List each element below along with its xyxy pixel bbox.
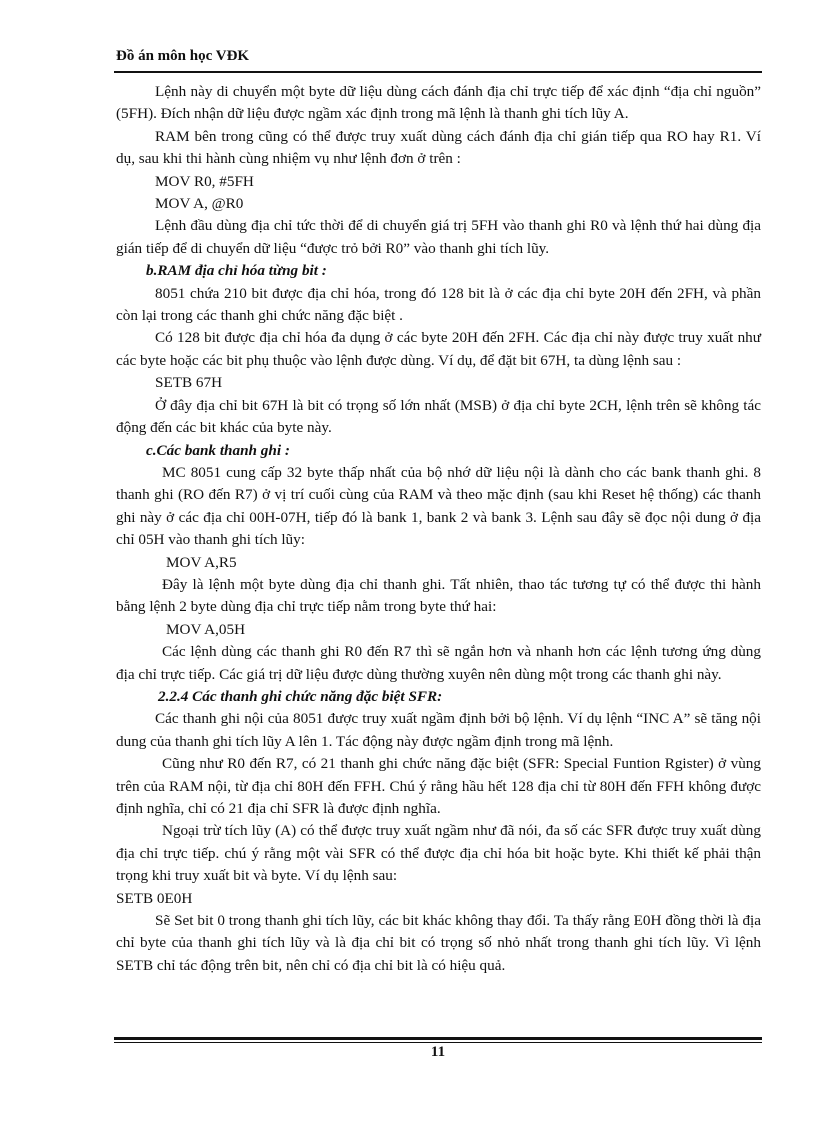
body-paragraph: Đây là lệnh một byte dùng địa chỉ thanh ghi. Tất nhiên, thao tác tương tự có thể được thi hành bằng lệnh 2 byte dùng địa chỉ trực tiếp nằm trong byte thứ hai:: [116, 575, 761, 616]
body-paragraph: MC 8051 cung cấp 32 byte thấp nhất của bộ nhớ dữ liệu nội là dành cho các bank thanh ghi. 8 thanh ghi (RO đến R7) ở vị trí cuối cùng của RAM và theo mặc định (sau khi Reset hệ thống) các thanh ghi này ở các địa chỉ 00H-07H, tiếp đó là bank 1, bank 2 và bank 3. Lệnh sau đây sẽ đọc nội dung ở địa chỉ 05H vào thanh ghi tích lũy:: [116, 463, 761, 549]
body-paragraph: Các thanh ghi nội của 8051 được truy xuất ngầm định bởi bộ lệnh. Ví dụ lệnh “INC A” sẽ tăng nội dung của thanh ghi tích lũy A lên 1. Tác động này được ngầm định trong mã lệnh.: [116, 710, 761, 750]
code-line: SETB 67H: [155, 374, 223, 392]
footer-rule: [114, 1037, 762, 1040]
document-header: Đồ án môn học VĐK: [116, 48, 250, 64]
footer-rule-thin: [114, 1042, 762, 1043]
code-line: MOV R0, #5FH: [155, 172, 254, 190]
code-line: MOV A,R5: [166, 553, 237, 571]
code-line: MOV A,05H: [166, 620, 246, 638]
section-heading: 2.2.4 Các thanh ghi chức năng đặc biệt SFR:: [158, 687, 443, 705]
body-paragraph: Lệnh đầu dùng địa chỉ tức thời để di chuyển giá trị 5FH vào thanh ghi R0 và lệnh thứ hai dùng địa gián tiếp để di chuyển dữ liệu “được trỏ bởi R0” vào thanh ghi tích lũy.: [116, 217, 761, 257]
body-paragraph: RAM bên trong cũng có thể được truy xuất dùng cách đánh địa chỉ gián tiếp qua RO hay R1. Ví dụ, sau khi thi hành cùng nhiệm vụ như lệnh đơn ở trên :: [116, 127, 761, 168]
header-rule: [114, 71, 762, 73]
body-paragraph: Ở đây địa chỉ bit 67H là bit có trọng số lớn nhất (MSB) ở địa chỉ byte 2CH, lệnh trên sẽ không tác động đến các bit khác của byte này.: [116, 396, 761, 437]
code-line: SETB 0E0H: [116, 889, 193, 907]
code-line: MOV A, @R0: [155, 195, 244, 213]
body-paragraph: Ngoại trừ tích lũy (A) có thể được truy xuất ngầm như đã nói, đa số các SFR được truy xuất dùng địa chỉ trực tiếp. chú ý rằng một vài SFR có thể được địa chỉ hóa bit hoặc byte. Khi thiết kế phải thận trọng khi truy xuất bit và byte. Ví dụ lệnh sau:: [116, 822, 761, 885]
section-heading: b.RAM địa chỉ hóa từng bit :: [146, 262, 327, 280]
body-paragraph: 8051 chứa 210 bit được địa chỉ hóa, trong đó 128 bit là ở các địa chỉ byte 20H đến 2FH, và phần còn lại trong các thanh ghi chức năng đặc biệt .: [116, 284, 761, 325]
body-paragraph: Lệnh này di chuyển một byte dữ liệu dùng cách đánh địa chỉ trực tiếp để xác định “địa chỉ nguồn” (5FH). Đích nhận dữ liệu được ngầm xác định trong mã lệnh là thanh ghi tích lũy A.: [116, 83, 761, 123]
body-paragraph: Sẽ Set bit 0 trong thanh ghi tích lũy, các bit khác không thay đổi. Ta thấy rằng E0H đồng thời là địa chỉ byte của thanh ghi tích lũy và là địa chỉ bit có trọng số nhỏ nhất trong thanh ghi tích lũy. Vì lệnh SETB chỉ tác động trên bit, nên chỉ có địa chỉ bit là có hiệu quả.: [116, 912, 761, 974]
body-paragraph: Các lệnh dùng các thanh ghi R0 đến R7 thì sẽ ngắn hơn và nhanh hơn các lệnh tương ứng dùng địa chỉ trực tiếp. Các giá trị dữ liệu được dùng thường xuyên nên dùng một trong các thanh ghi này.: [116, 643, 761, 683]
page-number: 11: [430, 1044, 446, 1060]
section-heading: c.Các bank thanh ghi :: [146, 441, 290, 459]
body-paragraph: Có 128 bit được địa chỉ hóa đa dụng ở các byte 20H đến 2FH. Các địa chỉ này được truy xuất như các byte hoặc các bit phụ thuộc vào lệnh được dùng. Ví dụ, để đặt bit 67H, ta dùng lệnh sau :: [116, 329, 761, 369]
body-paragraph: Cũng như R0 đến R7, có 21 thanh ghi chức năng đặc biệt (SFR: Special Funtion Rgister) ở vùng trên của RAM nội, từ địa chỉ 80H đến FFH. Chú ý rằng hầu hết 128 địa chỉ từ 80H đến FFH không được định nghĩa, chỉ có 21 địa chỉ SFR là được định nghĩa.: [116, 755, 761, 817]
page-body: [116, 81, 761, 977]
